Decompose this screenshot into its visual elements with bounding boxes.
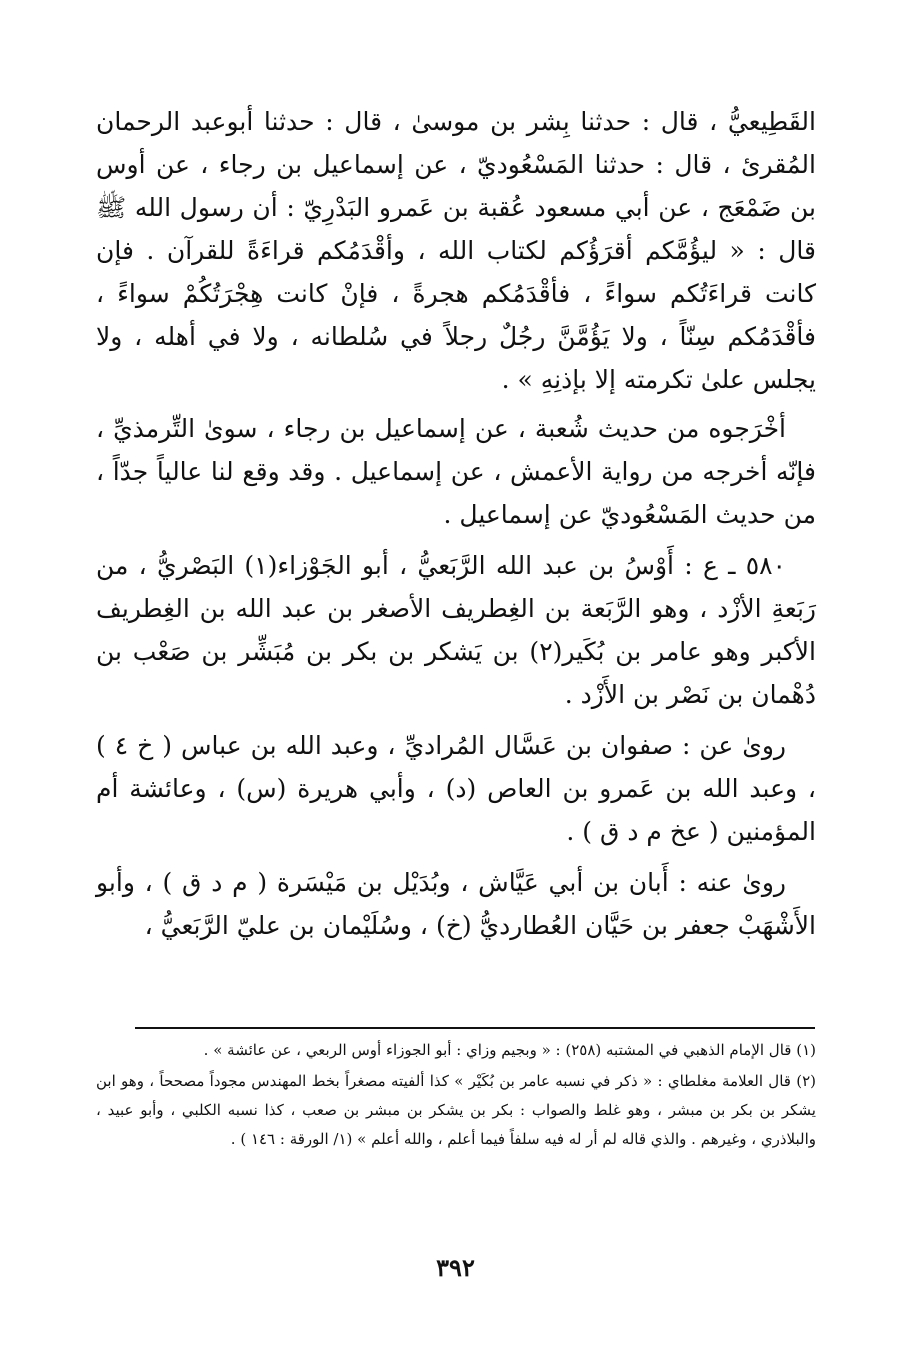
footnote-separator	[135, 1027, 815, 1029]
footnote-1: (١) قال الإمام الذهبي في المشتبه (٢٥٨) : « وبجيم وزاي : أبو الجوزاء أوس الربعي ، عن عائشة » .	[203, 1041, 816, 1059]
narrated-by-paragraph: روىٰ عنه : أَبان بن أبي عَيَّاش ، وبُدَيْل بن مَيْسَرة ( م د ق ) ، وأبو الأَشْهَبْ جعفر بن حَيَّان العُطارديُّ (خ) ، وسُلَيْمان بن عليّ الرَّبَعيُّ ،	[96, 868, 816, 940]
footnotes-section	[96, 1036, 816, 1156]
page-number: ٣٩٢	[436, 1253, 475, 1282]
biography-entry-heading: ٥٨٠ ـ ع : أَوْسُ بن عبد الله الرَّبَعيُّ ، أبو الجَوْزاء(١) البَصْريُّ ، من رَبَعةِ الأزْد ، وهو الرَّبَعة بن الغِطريف الأصغر بن عبد الله بن الغِطريف الأكبر وهو عامر بن بُكَير(٢) بن يَشكر بن بكر بن مُبَشِّر بن صَعْب بن دُهْمان بن نَصْر بن الأَزْد .	[96, 551, 816, 709]
main-text	[96, 100, 816, 955]
hadith-paragraph: القَطِيعيُّ ، قال : حدثنا بِشر بن موسىٰ ، قال : حدثنا أبوعبد الرحمان المُقرئ ، قال : حدثنا المَسْعُوديّ ، عن إسماعيل بن رجاء ، عن أوس بن ضَمْعَج ، عن أبي مسعود عُقبة بن عَمرو البَدْرِيّ : أن رسول الله ﷺ قال : « ليؤُمَّكم أقرَؤُكم لكتاب الله ، وأقْدَمُكم قراءَةً للقرآن . فإن كانت قراءَتُكم سواءً ، فأقْدَمُكم هجرةً ، فإنْ كانت هِجْرَتُكُمْ سواءً ، فأقْدَمُكم سِنّاً ، ولا يَؤُمَّنَّ رجُلٌ رجلاً في سُلطانه ، ولا في أهله ، ولا يجلس علىٰ تكرمته إلا بإذنِهِ » .	[96, 107, 816, 394]
narrated-from-paragraph: روىٰ عن : صفوان بن عَسَّال المُراديِّ ، وعبد الله بن عباس ( خ ٤ ) ، وعبد الله بن عَمرو بن العاص (د) ، وأبي هريرة (س) ، وعائشة أم المؤمنين ( عخ م د ق ) .	[96, 731, 816, 846]
footnote-2: (٢) قال العلامة مغلطاي : « ذكر في نسبه عامر بن بُكَيْر » كذا ألفيته مصغراً بخط المهندس مجوداً مصححاً ، وهو ابن يشكر بن بكر بن مبشر ، وهو غلط والصواب : بكر بن يشكر بن مبشر بن صعب ، كذا نسبه الكلبي ، وأبو عبيد ، والبلاذري ، وغيرهم . والذي قاله لم أر له فيه سلفاً فيما أعلم ، والله أعلم » (١/ الورقة : ١٤٦ ) .	[96, 1072, 816, 1148]
takhrij-paragraph: أخْرَجوه من حديث شُعبة ، عن إسماعيل بن رجاء ، سوىٰ التِّرمذيِّ ، فإنّه أخرجه من رواية الأعمش ، عن إسماعيل . وقد وقع لنا عالياً جدّاً ، من حديث المَسْعُوديّ عن إسماعيل .	[96, 414, 816, 529]
